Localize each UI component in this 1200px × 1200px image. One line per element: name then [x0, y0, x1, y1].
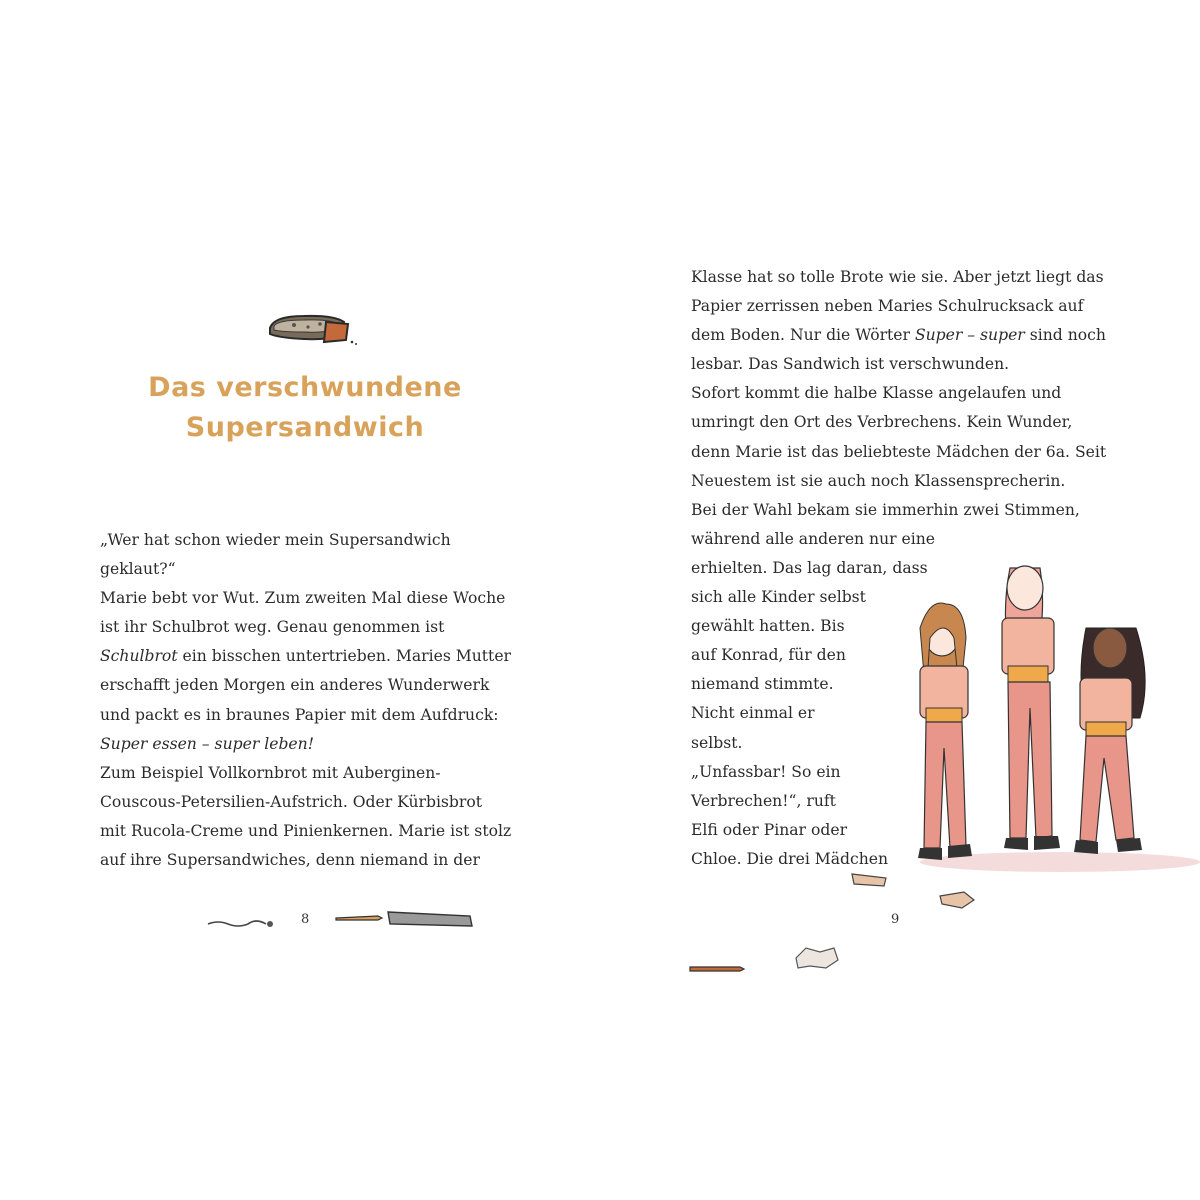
- text-line: während alle anderen nur eine: [691, 529, 936, 548]
- text-run: ein bisschen untertrieben. Maries Mutter: [177, 647, 512, 666]
- text-line: Bei der Wahl bekam sie immerhin zwei Stimmen,: [691, 500, 1080, 519]
- text-line: auf ihre Supersandwiches, denn niemand in der: [100, 851, 480, 870]
- text-line: mit Rucola-Creme und Pinienkernen. Marie ist stolz: [100, 821, 512, 840]
- three-girls-illustration: [890, 548, 1200, 888]
- text-line: ist ihr Schulbrot weg. Genau genommen ist: [100, 618, 445, 637]
- chapter-title: [100, 368, 510, 448]
- text-line: lesbar. Das Sandwich ist verschwunden.: [691, 355, 1010, 374]
- text-line: erhielten. Das lag daran, dass: [691, 558, 928, 577]
- text-line: und packt es in braunes Papier mit dem Aufdruck:: [100, 705, 499, 724]
- sandwich-illustration: [264, 306, 360, 354]
- text-line: [691, 321, 1121, 350]
- chapter-title-line-2: Supersandwich: [185, 412, 425, 443]
- girl-right: [1074, 628, 1145, 854]
- text-line: niemand stimmte.: [691, 675, 834, 694]
- text-line: Klasse hat so tolle Brote wie sie. Aber jetzt liegt das: [691, 268, 1104, 286]
- text-line: umringt den Ort des Verbrechens. Kein Wunder,: [691, 413, 1073, 432]
- text-line: Elfi oder Pinar oder: [691, 820, 848, 839]
- text-line: geklaut?“: [100, 560, 176, 579]
- pencil-doodle: [334, 910, 384, 926]
- pencil-doodle: [688, 962, 746, 976]
- paper-scrap-doodle: [384, 906, 476, 930]
- text-line: Neuestem ist sie auch noch Klassensprecherin.: [691, 471, 1066, 490]
- text-line: [100, 642, 520, 671]
- text-line: Chloe. Die drei Mädchen: [691, 849, 889, 868]
- crumb-doodle-left: [204, 910, 280, 932]
- text-line: selbst.: [691, 733, 743, 752]
- right-page: [600, 0, 1200, 1200]
- emphasized-text: Super – super: [914, 326, 1025, 345]
- page-number-right: 9: [891, 912, 900, 927]
- text-line: Couscous-Petersilien-Aufstrich. Oder Kürbisbrot: [100, 792, 483, 811]
- text-line: Zum Beispiel Vollkornbrot mit Auberginen-: [100, 763, 441, 782]
- girl-left: [918, 603, 972, 860]
- girl-middle: [1002, 566, 1060, 850]
- text-line: erschafft jeden Morgen ein anderes Wunderwerk: [100, 676, 490, 695]
- text-line: Nicht einmal er: [691, 704, 815, 723]
- text-line: auf Konrad, für den: [691, 646, 846, 665]
- text-line: Verbrechen!“, ruft: [691, 791, 836, 810]
- left-page-body-text: [100, 526, 520, 875]
- paper-scrap-doodle: [934, 888, 980, 912]
- text-line: denn Marie ist das beliebteste Mädchen der 6a. Seit: [691, 442, 1107, 461]
- text-line: gewählt hatten. Bis: [691, 617, 845, 636]
- page-number-left: 8: [301, 912, 310, 927]
- text-line: „Wer hat schon wieder mein Supersandwich: [100, 531, 451, 549]
- crumpled-paper-doodle: [790, 944, 844, 972]
- text-line: [100, 730, 520, 759]
- text-line: Marie bebt vor Wut. Zum zweiten Mal diese Woche: [100, 589, 506, 608]
- text-line: „Unfassbar! So ein: [691, 762, 841, 781]
- text-line: sich alle Kinder selbst: [691, 588, 866, 607]
- text-run: sind noch: [1024, 326, 1106, 345]
- emphasized-text: Schulbrot: [100, 647, 178, 666]
- text-line: Sofort kommt die halbe Klasse angelaufen und: [691, 384, 1062, 403]
- text-line: Papier zerrissen neben Maries Schulrucksack auf: [691, 297, 1084, 316]
- paper-scrap-doodle: [848, 870, 892, 890]
- chapter-title-line-1: Das verschwundene: [148, 372, 462, 403]
- text-run: dem Boden. Nur die Wörter: [691, 326, 915, 345]
- emphasized-text: Super essen – super leben!: [100, 734, 314, 753]
